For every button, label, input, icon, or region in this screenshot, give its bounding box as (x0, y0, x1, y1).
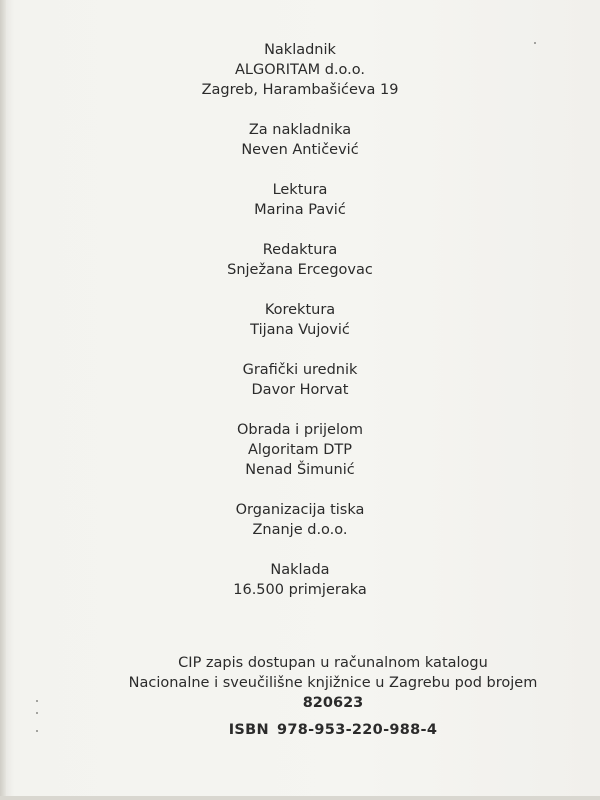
credit-name: 16.500 primjeraka (233, 582, 367, 598)
credit-language-editing (0, 180, 600, 220)
cip-line-1: CIP zapis dostupan u računalnom katalogu (178, 655, 488, 671)
credit-role: Nakladnik (264, 42, 336, 58)
credit-print-run (0, 560, 600, 600)
credit-role: Za nakladnika (248, 122, 352, 138)
paper-speck (534, 42, 536, 44)
credit-print-organization (0, 500, 600, 540)
credit-name: Snježana Ercegovac (227, 262, 373, 278)
credit-role: Redaktura (262, 242, 338, 258)
credit-graphic-editor (0, 360, 600, 400)
credit-role: Naklada (270, 562, 330, 578)
credit-role: Grafički urednik (242, 362, 358, 378)
paper-speck (36, 700, 38, 702)
page-bottom-edge (0, 796, 600, 800)
isbn-value: 978-953-220-988-4 (276, 722, 438, 738)
paper-speck (36, 730, 38, 732)
credit-name: Neven Antičević (241, 142, 359, 158)
credit-editing (0, 240, 600, 280)
credit-name: Marina Pavić (254, 202, 346, 218)
credit-name: Davor Horvat (251, 382, 349, 398)
credit-for-publisher (0, 120, 600, 160)
cip-line-2: Nacionalne i sveučilišne knjižnice u Zagrebu pod brojem (128, 675, 538, 691)
credit-name: Zagreb, Harambašićeva 19 (201, 82, 399, 98)
credit-role: Lektura (272, 182, 328, 198)
cip-number: 820623 (302, 695, 364, 711)
credit-layout (0, 420, 600, 480)
credit-role: Korektura (264, 302, 336, 318)
paper-speck (36, 712, 38, 714)
isbn-label: ISBN (228, 722, 269, 738)
credit-publisher (0, 40, 600, 100)
cip-record (0, 653, 600, 713)
isbn-line (0, 722, 600, 738)
credit-role: Organizacija tiska (235, 502, 365, 518)
credit-proofreading (0, 300, 600, 340)
credits-section (0, 40, 600, 620)
credit-name: Znanje d.o.o. (252, 522, 348, 538)
credit-name: ALGORITAM d.o.o. (234, 62, 366, 78)
credit-name: Tijana Vujović (250, 322, 350, 338)
credit-role: Obrada i prijelom (237, 422, 363, 438)
credit-name: Nenad Šimunić (245, 462, 355, 478)
credit-name: Algoritam DTP (247, 442, 353, 458)
